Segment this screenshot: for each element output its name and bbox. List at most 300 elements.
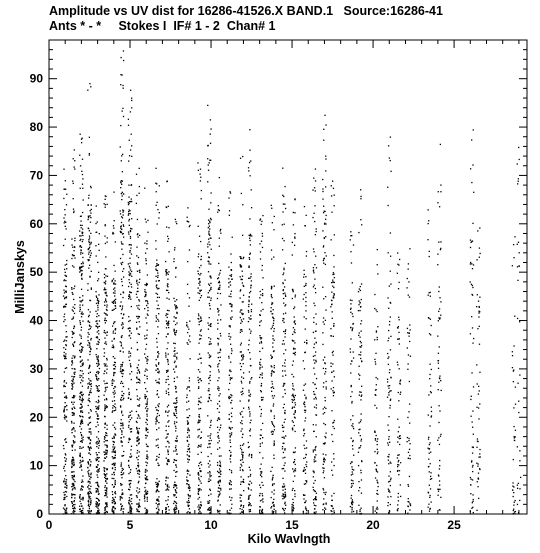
data-point <box>104 305 105 306</box>
data-point <box>131 347 132 348</box>
data-point <box>158 465 159 466</box>
data-point <box>440 315 441 316</box>
data-point <box>104 436 105 437</box>
data-point <box>88 267 89 268</box>
data-point <box>333 272 334 273</box>
data-point <box>105 292 106 293</box>
data-point <box>159 378 160 379</box>
data-point <box>360 392 361 393</box>
data-point <box>88 505 89 506</box>
data-point <box>168 433 169 434</box>
data-point <box>387 397 388 398</box>
data-point <box>231 316 232 317</box>
data-point <box>64 292 65 293</box>
data-point <box>305 473 306 474</box>
data-point <box>283 353 284 354</box>
data-point <box>249 454 250 455</box>
data-point <box>274 418 275 419</box>
data-point <box>99 320 100 321</box>
data-point <box>377 449 378 450</box>
data-point <box>174 421 175 422</box>
data-point <box>121 160 122 161</box>
data-point <box>387 379 388 380</box>
data-point <box>74 247 75 248</box>
data-point <box>189 341 190 342</box>
data-point <box>437 495 438 496</box>
data-point <box>131 511 132 512</box>
data-point <box>87 493 88 494</box>
data-point <box>81 273 82 274</box>
data-point <box>399 438 400 439</box>
data-point <box>106 407 107 408</box>
data-point <box>375 439 376 440</box>
data-point <box>122 423 123 424</box>
data-point <box>282 343 283 344</box>
data-point <box>146 430 147 431</box>
data-point <box>313 267 314 268</box>
data-point <box>399 343 400 344</box>
data-point <box>157 277 158 278</box>
data-point <box>188 435 189 436</box>
data-point <box>89 506 90 507</box>
data-point <box>407 278 408 279</box>
data-point <box>438 422 439 423</box>
data-point <box>128 397 129 398</box>
data-point <box>71 486 72 487</box>
data-point <box>388 489 389 490</box>
data-point <box>188 446 189 447</box>
data-point <box>74 436 75 437</box>
data-point <box>129 244 130 245</box>
data-point <box>271 497 272 498</box>
data-point <box>74 376 75 377</box>
data-point <box>188 221 189 222</box>
data-point <box>283 318 284 319</box>
data-point <box>114 364 115 365</box>
data-point <box>397 471 398 472</box>
data-point <box>88 412 89 413</box>
data-point <box>65 454 66 455</box>
data-point <box>175 445 176 446</box>
data-point <box>89 382 90 383</box>
data-point <box>210 237 211 238</box>
data-point <box>81 440 82 441</box>
data-point <box>248 311 249 312</box>
data-point <box>103 380 104 381</box>
data-point <box>189 495 190 496</box>
data-point <box>189 380 190 381</box>
data-point <box>144 353 145 354</box>
data-point <box>81 300 82 301</box>
data-point <box>398 326 399 327</box>
data-point <box>241 313 242 314</box>
data-point <box>229 450 230 451</box>
data-point <box>128 442 129 443</box>
data-point <box>248 310 249 311</box>
data-point <box>90 348 91 349</box>
data-point <box>90 217 91 218</box>
data-point <box>103 395 104 396</box>
data-point <box>97 366 98 367</box>
data-point <box>97 386 98 387</box>
data-point <box>304 368 305 369</box>
data-point <box>359 429 360 430</box>
data-point <box>96 297 97 298</box>
data-point <box>156 359 157 360</box>
data-point <box>361 320 362 321</box>
data-point <box>138 305 139 306</box>
data-point <box>136 511 137 512</box>
data-point <box>313 347 314 348</box>
data-point <box>199 300 200 301</box>
data-point <box>65 358 66 359</box>
data-point <box>168 274 169 275</box>
data-point <box>217 352 218 353</box>
data-point <box>251 489 252 490</box>
data-point <box>187 326 188 327</box>
data-point <box>72 362 73 363</box>
data-point <box>174 356 175 357</box>
data-point <box>98 355 99 356</box>
data-point <box>352 448 353 449</box>
data-point <box>293 224 294 225</box>
data-point <box>122 347 123 348</box>
data-point <box>89 230 90 231</box>
data-point <box>439 346 440 347</box>
data-point <box>95 482 96 483</box>
data-point <box>325 309 326 310</box>
data-point <box>105 318 106 319</box>
data-point <box>104 383 105 384</box>
data-point <box>121 279 122 280</box>
data-point <box>112 463 113 464</box>
data-point <box>208 241 209 242</box>
data-point <box>80 239 81 240</box>
data-point <box>201 295 202 296</box>
data-point <box>274 365 275 366</box>
data-point <box>98 272 99 273</box>
data-point <box>388 145 389 146</box>
data-point <box>285 393 286 394</box>
data-point <box>294 354 295 355</box>
data-point <box>220 319 221 320</box>
data-point <box>73 211 74 212</box>
data-point <box>199 497 200 498</box>
data-point <box>387 297 388 298</box>
data-point <box>439 480 440 481</box>
data-point <box>176 508 177 509</box>
data-point <box>122 425 123 426</box>
data-point <box>390 232 391 233</box>
data-point <box>260 258 261 259</box>
data-point <box>374 405 375 406</box>
data-point <box>217 386 218 387</box>
data-point <box>473 192 474 193</box>
data-point <box>131 284 132 285</box>
data-point <box>249 481 250 482</box>
data-point <box>89 488 90 489</box>
data-point <box>218 343 219 344</box>
data-point <box>106 301 107 302</box>
data-point <box>123 116 124 117</box>
data-point <box>313 451 314 452</box>
data-point <box>438 489 439 490</box>
data-point <box>129 439 130 440</box>
data-point <box>428 437 429 438</box>
data-point <box>260 294 261 295</box>
data-point <box>72 489 73 490</box>
data-point <box>479 469 480 470</box>
data-point <box>155 418 156 419</box>
data-point <box>283 313 284 314</box>
data-point <box>80 301 81 302</box>
data-point <box>325 296 326 297</box>
data-point <box>72 445 73 446</box>
data-point <box>293 360 294 361</box>
data-point <box>285 359 286 360</box>
data-point <box>82 395 83 396</box>
data-point <box>325 363 326 364</box>
data-point <box>283 289 284 290</box>
data-point <box>323 317 324 318</box>
data-point <box>113 331 114 332</box>
data-point <box>231 274 232 275</box>
data-point <box>122 505 123 506</box>
data-point <box>305 301 306 302</box>
data-point <box>136 495 137 496</box>
data-point <box>198 287 199 288</box>
data-point <box>189 490 190 491</box>
data-point <box>220 233 221 234</box>
data-point <box>89 247 90 248</box>
data-point <box>315 446 316 447</box>
data-point <box>176 449 177 450</box>
data-point <box>397 466 398 467</box>
data-point <box>79 396 80 397</box>
data-point <box>97 307 98 308</box>
data-point <box>428 223 429 224</box>
data-point <box>323 386 324 387</box>
data-point <box>174 501 175 502</box>
data-point <box>210 287 211 288</box>
data-point <box>123 237 124 238</box>
data-point <box>259 220 260 221</box>
data-point <box>147 424 148 425</box>
data-point <box>273 499 274 500</box>
data-point <box>273 502 274 503</box>
data-point <box>282 498 283 499</box>
data-point <box>112 345 113 346</box>
data-point <box>352 480 353 481</box>
data-point <box>122 383 123 384</box>
data-point <box>374 451 375 452</box>
data-point <box>219 419 220 420</box>
data-point <box>99 441 100 442</box>
data-point <box>156 417 157 418</box>
data-point <box>250 234 251 235</box>
data-point <box>515 430 516 431</box>
data-point <box>82 398 83 399</box>
data-point <box>437 440 438 441</box>
data-point <box>123 210 124 211</box>
data-point <box>63 316 64 317</box>
data-point <box>187 284 188 285</box>
data-point <box>128 473 129 474</box>
data-point <box>360 472 361 473</box>
data-point <box>104 287 105 288</box>
data-point <box>284 410 285 411</box>
data-point <box>146 358 147 359</box>
data-point <box>174 381 175 382</box>
data-point <box>282 437 283 438</box>
data-point <box>332 318 333 319</box>
data-point <box>131 276 132 277</box>
data-point <box>408 498 409 499</box>
data-point <box>121 419 122 420</box>
data-point <box>105 275 106 276</box>
data-point <box>147 315 148 316</box>
data-point <box>262 215 263 216</box>
data-point <box>128 119 129 120</box>
data-point <box>166 458 167 459</box>
data-point <box>399 470 400 471</box>
data-point <box>249 240 250 241</box>
data-point <box>294 238 295 239</box>
data-point <box>208 495 209 496</box>
data-point <box>210 464 211 465</box>
data-point <box>390 136 391 137</box>
data-point <box>250 420 251 421</box>
data-point <box>514 316 515 317</box>
data-point <box>115 407 116 408</box>
data-point <box>139 371 140 372</box>
data-point <box>173 258 174 259</box>
data-point <box>121 397 122 398</box>
data-point <box>173 413 174 414</box>
data-point <box>323 368 324 369</box>
data-point <box>273 403 274 404</box>
data-point <box>398 400 399 401</box>
data-point <box>144 496 145 497</box>
data-point <box>316 414 317 415</box>
data-point <box>90 328 91 329</box>
data-point <box>63 306 64 307</box>
data-point <box>167 371 168 372</box>
data-point <box>115 469 116 470</box>
data-point <box>517 318 518 319</box>
data-point <box>121 345 122 346</box>
data-point <box>63 321 64 322</box>
data-point <box>73 471 74 472</box>
data-point <box>122 328 123 329</box>
data-point <box>145 357 146 358</box>
data-point <box>156 445 157 446</box>
data-point <box>200 438 201 439</box>
data-point <box>248 349 249 350</box>
data-point <box>409 381 410 382</box>
data-point <box>407 417 408 418</box>
data-point <box>305 397 306 398</box>
data-point <box>71 421 72 422</box>
data-point <box>261 429 262 430</box>
data-point <box>200 462 201 463</box>
data-point <box>351 466 352 467</box>
data-point <box>104 468 105 469</box>
data-point <box>208 232 209 233</box>
data-point <box>240 323 241 324</box>
data-point <box>292 402 293 403</box>
data-point <box>220 504 221 505</box>
data-point <box>165 483 166 484</box>
data-point <box>270 410 271 411</box>
data-point <box>361 345 362 346</box>
data-point <box>80 420 81 421</box>
data-point <box>115 303 116 304</box>
data-point <box>471 460 472 461</box>
data-point <box>128 512 129 513</box>
data-point <box>188 498 189 499</box>
data-point <box>98 330 99 331</box>
data-point <box>513 486 514 487</box>
data-point <box>156 456 157 457</box>
data-point <box>260 337 261 338</box>
data-point <box>65 344 66 345</box>
data-point <box>250 474 251 475</box>
data-point <box>88 249 89 250</box>
data-point <box>95 488 96 489</box>
data-point <box>87 340 88 341</box>
data-point <box>89 431 90 432</box>
data-point <box>241 428 242 429</box>
data-point <box>65 442 66 443</box>
data-point <box>208 329 209 330</box>
data-point <box>283 427 284 428</box>
data-point <box>80 465 81 466</box>
data-point <box>74 308 75 309</box>
data-point <box>104 454 105 455</box>
data-point <box>128 185 129 186</box>
data-point <box>220 455 221 456</box>
data-point <box>513 381 514 382</box>
data-point <box>197 498 198 499</box>
data-point <box>79 399 80 400</box>
data-point <box>262 423 263 424</box>
data-point <box>243 318 244 319</box>
data-point <box>294 407 295 408</box>
data-point <box>89 508 90 509</box>
data-point <box>294 342 295 343</box>
data-point <box>283 272 284 273</box>
data-point <box>107 429 108 430</box>
data-point <box>176 358 177 359</box>
data-point <box>242 235 243 236</box>
data-point <box>218 310 219 311</box>
data-point <box>82 499 83 500</box>
data-point <box>219 472 220 473</box>
data-point <box>122 307 123 308</box>
data-point <box>360 290 361 291</box>
data-point <box>166 226 167 227</box>
data-point <box>130 419 131 420</box>
data-point <box>186 388 187 389</box>
data-point <box>64 319 65 320</box>
data-point <box>407 369 408 370</box>
data-point <box>159 415 160 416</box>
data-point <box>250 331 251 332</box>
data-point <box>229 510 230 511</box>
data-point <box>429 497 430 498</box>
data-point <box>105 490 106 491</box>
